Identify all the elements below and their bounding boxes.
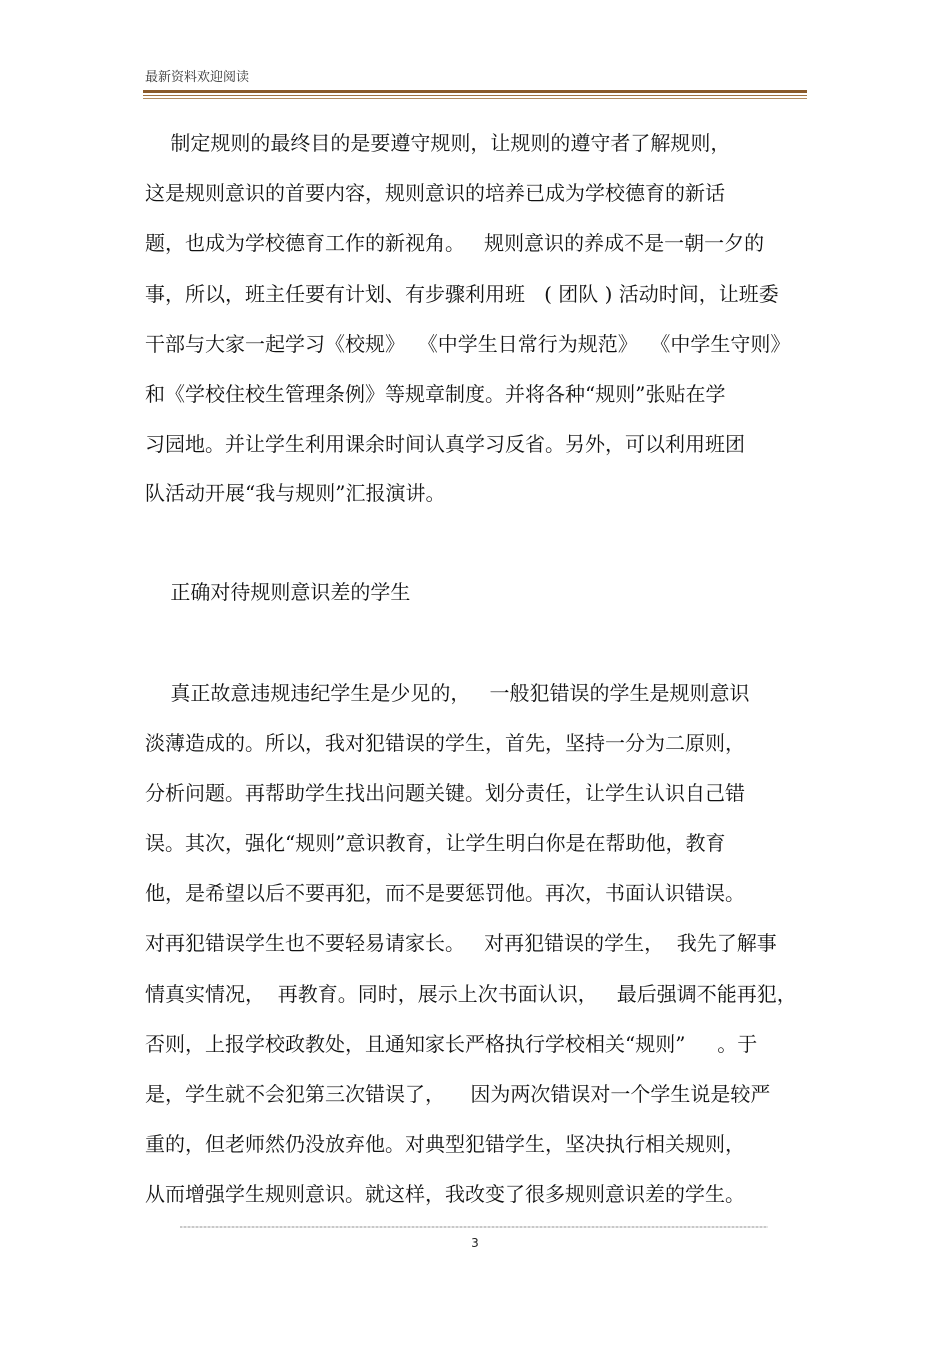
text-line: 事，所以，班主任要有计划、有步骤利用班 ( 团队 ) 活动时间，让班委: [145, 282, 779, 306]
text-line: 是，学生就不会犯第三次错误了， 因为两次错误对一个学生说是较严: [145, 1082, 771, 1106]
heading-line: 正确对待规则意识差的学生: [145, 580, 411, 604]
text-line: 和《学校住校生管理条例》等规章制度。并将各种“规则”张贴在学: [145, 382, 726, 406]
text-line: 情真实情况， 再教育。同时，展示上次书面认识， 最后强调不能再犯，: [145, 982, 797, 1006]
text-line: 干部与大家一起学习《校规》 《中学生日常行为规范》 《中学生守则》: [145, 332, 791, 356]
header-rule-thin-2: [143, 98, 807, 99]
text-line: 他，是希望以后不要再犯，而不是要惩罚他。再次，书面认识错误。: [145, 881, 745, 905]
footer-rule: [180, 1226, 768, 1228]
text-line: 制定规则的最终目的是要遵守规则，让规则的遵守者了解规则，: [145, 131, 731, 155]
text-line: 否则，上报学校政教处，且通知家长严格执行学校相关“规则” 。于: [145, 1032, 758, 1056]
text-line: 习园地。并让学生利用课余时间认真学习反省。另外，可以利用班团: [145, 432, 745, 456]
text-line: 对再犯错误学生也不要轻易请家长。 对再犯错误的学生， 我先了解事: [145, 931, 777, 955]
text-line: 从而增强学生规则意识。就这样，我改变了很多规则意识差的学生。: [145, 1182, 745, 1206]
text-line: 分析问题。再帮助学生找出问题关键。划分责任，让学生认识自己错: [145, 781, 745, 805]
header-title: 最新资料欢迎阅读: [145, 70, 250, 85]
text-line: 队活动开展“我与规则”汇报演讲。: [145, 481, 446, 505]
header-rule-thin: [143, 95, 807, 96]
text-line: 这是规则意识的首要内容，规则意识的培养已成为学校德育的新话: [145, 181, 725, 205]
text-line: 误。其次，强化“规则”意识教育，让学生明白你是在帮助他，教育: [145, 831, 726, 855]
text-line: 真正故意违规违纪学生是少见的， 一般犯错误的学生是规则意识: [145, 681, 750, 705]
page-number: 3: [471, 1236, 479, 1250]
text-line: 淡薄造成的。所以，我对犯错误的学生，首先，坚持一分为二原则，: [145, 731, 745, 755]
text-line: 题，也成为学校德育工作的新视角。 规则意识的养成不是一朝一夕的: [145, 231, 765, 255]
text-line: 重的，但老师然仍没放弃他。对典型犯错学生，坚决执行相关规则，: [145, 1132, 745, 1156]
header-rule-thick: [143, 90, 807, 93]
